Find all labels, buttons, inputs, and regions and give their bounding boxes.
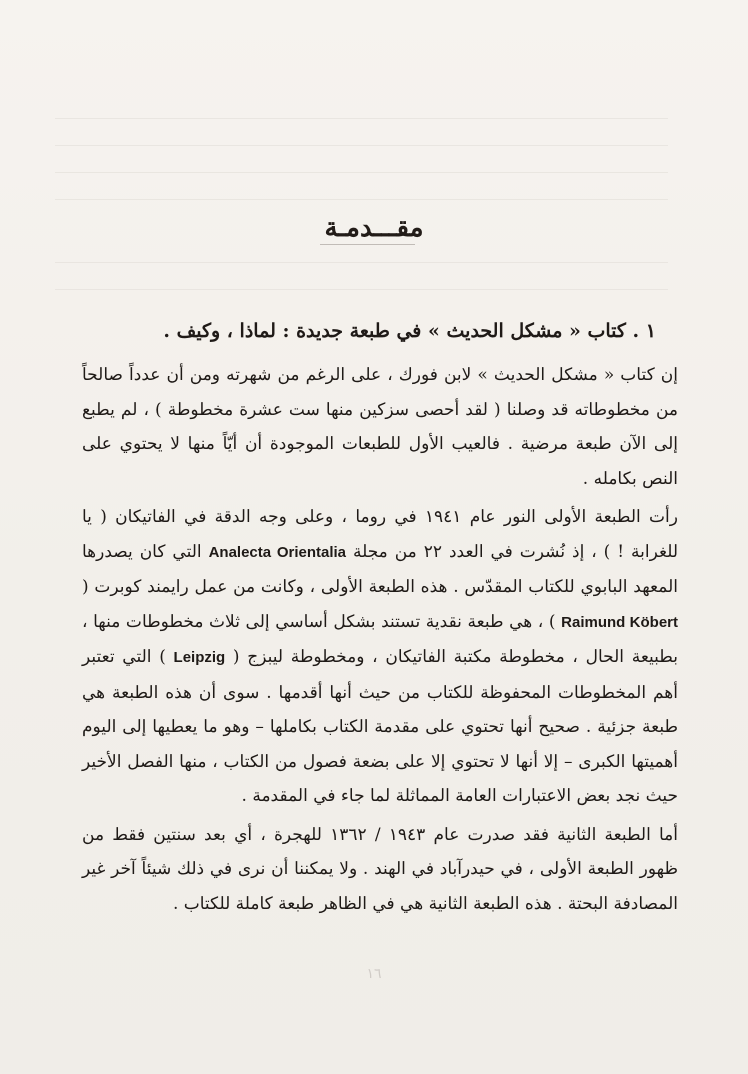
latin-term: Leipzig [173, 649, 226, 666]
text-run: أما الطبعة الثانية فقد صدرت عام ١٩٤٣ / ١٣٦٢ للهجرة ، أي بعد سنتين فقط من ظهور الطبعة الأولى ، في حيدرآباد في الهند . ولا يمكننا أن نرى في ذلك شيئاً آخر غير المصادفة البحتة . هذه الطبعة الثانية هي في الظاهر طبعة كاملة للكتاب . [82, 824, 679, 914]
paragraph [82, 358, 678, 496]
latin-term: Analecta Orientalia [208, 543, 347, 561]
paragraph [82, 818, 678, 922]
body-text [82, 358, 678, 925]
text-run: ) التي تعتبر أهم المخطوطات المحفوظة للكتاب من حيث أنها أقدمها . سوى أن هذه الطبعة هي طبعة جزئية . صحيح أنها تحتوي على مقدمة الكتاب بكاملها – وهو ما يعطيها إلى اليوم أهميتها الكبرى – إلا أنها لا تحتوي إلا على بضعة فصول من الكتاب ، منها الفصل الأخير حيث نجد بعض الاعتبارات العامة المماثلة لما جاء في المقدمة . [82, 647, 679, 806]
bleed-through-line [55, 199, 668, 200]
page-title: مقـــدمـة [324, 213, 424, 243]
bleed-through-line [55, 118, 668, 119]
paragraph [82, 500, 678, 814]
bleed-through-line [55, 145, 668, 146]
section-heading: ١ . كتاب « مشكل الحديث » في طبعة جديدة : لماذا ، وكيف . [163, 320, 656, 342]
bleed-through-line [55, 262, 668, 263]
bleed-through-line [55, 172, 668, 173]
text-run: ) ، هي طبعة نقدية تستند بشكل أساسي إلى ثلاث مخطوطات منها ، بطبيعة الحال ، مخطوطة مكتبة الفاتيكان ، ومخطوطة ليبزج ( [82, 611, 678, 667]
text-run: التي كان يصدرها المعهد البابوي للكتاب المقدّس . هذه الطبعة الأولى ، وكانت من عمل رايمند كوبرت ( [82, 541, 678, 597]
text-run: إن كتاب « مشكل الحديث » لابن فورك ، على الرغم من شهرته ومن أن عدداً صالحاً من مخطوطاته قد وصلنا ( لقد أحصى سزكين منها ست عشرة مخطوطة ) ، لم يطبع إلى الآن طبعة مرضية . فالعيب الأول للطبعات الموجودة أن أيّاً منها لا يحتوي على النص بكامله . [82, 365, 678, 489]
page-number: ١٦ [366, 966, 382, 982]
title-underline [320, 244, 415, 245]
bleed-through-line [55, 289, 668, 290]
text-run: رأت الطبعة الأولى النور عام ١٩٤١ في روما ، وعلى وجه الدقة في الفاتيكان ( يا للغرابة ! ) ، إذ نُشرت في العدد ٢٢ من مجلة [82, 507, 679, 562]
latin-term: Raimund Köbert [561, 613, 679, 631]
